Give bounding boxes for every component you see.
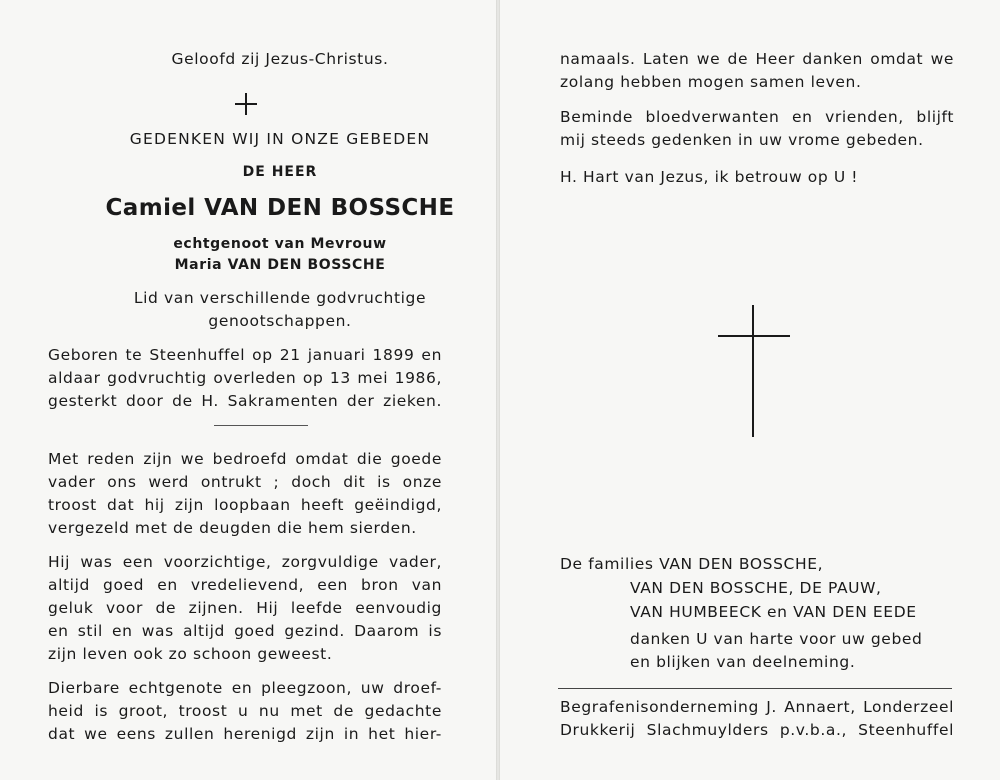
birth-line: gesterkt door de H. Sakramenten der zieken. [48,392,442,410]
paragraph-line: zolang hebben mogen samen leven. [560,73,862,91]
paragraph-line: Hij was een voorzichtige, zorgvuldige vader, [48,553,442,571]
paragraph-line: Dierbare echtgenote en pleegzoon, uw droef- [48,679,442,697]
families-line: VAN DEN BOSSCHE, DE PAUW, [630,579,882,597]
paragraph-line: geluk voor de zijnen. Hij leefde eenvoudig [48,599,442,617]
section-divider [214,425,308,426]
spouse-line: echtgenoot van Mevrouw [173,236,387,252]
deceased-name: Camiel VAN DEN BOSSCHE [105,195,455,221]
paragraph-line: heid is groot, troost u nu met de gedachte [48,702,442,720]
spouse-name: Maria VAN DEN BOSSCHE [174,257,386,273]
greeting-text: Geloofd zij Jezus-Christus. [171,50,389,68]
birth-line: aldaar godvruchtig overleden op 13 mei 1986, [48,369,442,387]
remember-heading: GEDENKEN WIJ IN ONZE GEBEDEN [129,130,431,148]
paragraph-line: mij steeds gedenken in uw vrome gebeden. [560,131,924,149]
paragraph-line: dat we eens zullen herenigd zijn in het hier- [48,725,442,743]
birth-line: Geboren te Steenhuffel op 21 januari 1899 en [48,346,442,364]
membership-line: Lid van verschillende godvruchtige [133,289,427,307]
left-panel [0,0,496,780]
paragraph-line: vergezeld met de deugden die hem sierden. [48,519,417,537]
thanks-line: danken U van harte voor uw gebed [630,630,923,648]
latin-cross-icon [718,305,790,437]
small-cross-icon [235,93,257,115]
paragraph-line: zijn leven ook zo schoon geweest. [48,645,333,663]
undertaker-credit: Begrafenisonderneming J. Annaert, Londerzeel [560,698,954,716]
credits-rule [558,688,952,689]
paragraph-line: vader ons werd ontrukt ; doch dit is onze [48,473,442,491]
families-line: VAN HUMBEECK en VAN DEN EEDE [630,603,917,621]
paragraph-line: troost dat hij zijn loopbaan heeft geëindigd, [48,496,442,514]
paragraph-line: en stil en was altijd goed gezind. Daarom is [48,622,442,640]
thanks-line: en blijken van deelneming. [630,653,856,671]
paragraph-line: Beminde bloedverwanten en vrienden, blijft [560,108,954,126]
paragraph-line: namaals. Laten we de Heer danken omdat we [560,50,954,68]
honorific-title: DE HEER [242,164,318,180]
prayer-line: H. Hart van Jezus, ik betrouw op U ! [560,168,859,186]
paragraph-line: Met reden zijn we bedroefd omdat die goede [48,450,442,468]
families-line: De families VAN DEN BOSSCHE, [560,555,824,573]
paragraph-line: altijd goed en vredelievend, een bron van [48,576,442,594]
printer-credit: Drukkerij Slachmuylders p.v.b.a., Steenhuffel [560,721,954,739]
membership-line: genootschappen. [208,312,352,330]
